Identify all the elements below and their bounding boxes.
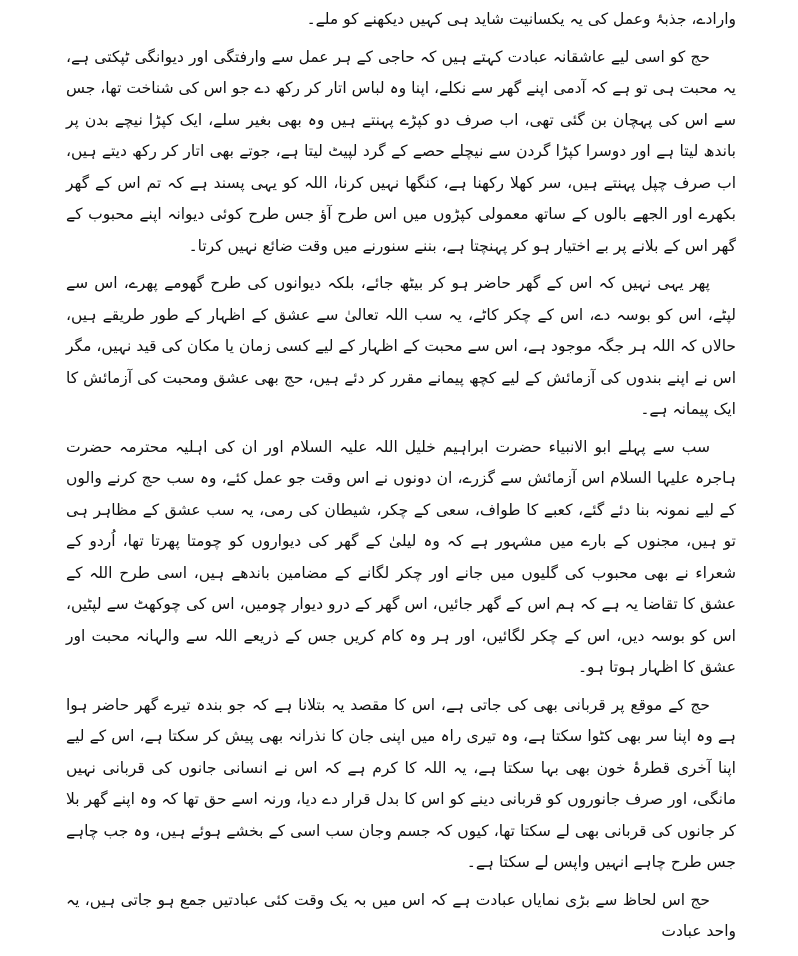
paragraph: حج اس لحاظ سے بڑی نمایاں عبادت ہے کہ اس میں بہ یک وقت کئی عبادتیں جمع ہو جاتی ہیں، یہ واحد عبادت: [66, 890, 736, 940]
paragraph: حج کو اسی لیے عاشقانہ عبادت کہتے ہیں کہ حاجی کے ہر عمل سے وارفتگی اور دیوانگی ٹپکتی ہے، یہ محبت ہی تو ہے کہ آدمی اپنے گھر سے نکلے، اپنا وہ لباس اتار کر رکھ دے جو اس کی شناخت تھا، جس سے اس کی پہچان بن گئی تھی، اب صرف دو کپڑے پہنتے ہیں وہ بھی بغیر سلے، ایک کپڑا نیچے بدن پر باندھ لیتا ہے اور دوسرا کپڑا گردن سے نیچلے حصے کے گرد لپیٹ لیتا ہے، جوتے بھی اتار کر رکھ دیتے ہیں، اب صرف چپل پہنتے ہیں، سر کھلا رکھنا ہے، کنگھا نہیں کرنا، اللہ کو یہی پسند ہے کہ تم اس کے گھر بکھرے اور الجھے بالوں کے ساتھ معمولی کپڑوں میں اس طرح آؤ جس طرح کوئی دیوانہ اپنے محبوب کے گھر اس کے بلانے پر بے اختیار ہو کر پہنچتا ہے، بننے سنورنے میں وقت ضائع نہیں کرتا۔: [66, 47, 736, 255]
paragraph: پھر یہی نہیں کہ اس کے گھر حاضر ہو کر بیٹھ جائے، بلکہ دیوانوں کی طرح گھومے پھرے، اس سے لپٹے، اس کو بوسہ دے، اس کے چکر کاٹے، یہ سب اللہ تعالیٰ سے عشق کے اظہار کے طور طریقے ہیں، حالاں کہ اللہ ہر جگہ موجود ہے، اس سے محبت کے اظہار کے لیے کسی زمان یا مکان کی قید نہیں، مگر اس نے اپنے بندوں کی آزمائش کے لیے کچھ پیمانے مقرر کر دئے ہیں، حج بھی عشق ومحبت کی آزمائش کا ایک پیمانہ ہے۔: [66, 274, 736, 418]
paragraph: سب سے پہلے ابو الانبیاء حضرت ابراہیم خلیل اللہ علیہ السلام اور ان کی اہلیہ محترمہ حضرت ہاجرہ علیہا السلام اس آزمائش سے گزرے، ان دونوں نے اس وقت جو عمل کئے، وہ سب حج کرنے والوں کے لیے نمونہ بنا دئے گئے، کعبے کا طواف، سعی کے چکر، شیطان کی رمی، یہ سب عشق کے مظاہر ہی تو ہیں، مجنوں کے بارے میں مشہور ہے کہ وہ لیلیٰ کے گھر کی دیواروں کو چومتا پھرتا تھا، اُردو کے شعراء نے بھی محبوب کی گلیوں میں جانے اور چکر لگانے کے مضامین باندھے ہیں، اسی طرح اللہ کے عشق کا تقاضا یہ ہے کہ ہم اس کے گھر جائیں، اس گھر کے درو دیوار چومیں، اس کی چوکھٹ سے لپٹیں، اس کو بوسہ دیں، اس کے چکر لگائیں، اور ہر وہ کام کریں جس کے ذریعے اللہ سے والہانہ محبت اور عشق کا اظہار ہوتا ہو۔: [66, 437, 736, 676]
paragraph: وارادے، جذبۂ وعمل کی یہ یکسانیت شاید ہی کہیں دیکھنے کو ملے۔: [306, 10, 736, 28]
paragraph: حج کے موقع پر قربانی بھی کی جاتی ہے، اس کا مقصد یہ بتلانا ہے کہ جو بندہ تیرے گھر حاضر ہوا ہے وہ اپنا سر بھی کٹوا سکتا ہے، وہ تیری راہ میں اپنی جان کا نذرانہ بھی پیش کر سکتا ہے، اس کے لیے اپنا آخری قطرۂ خون بھی بہا سکتا ہے، یہ اللہ کا کرم ہے کہ اس نے انسانی جانوں کی قربانی نہیں مانگی، اور صرف جانوروں کو قربانی دینے کو اس کا بدل قرار دے دیا، ورنہ اسے حق تھا کہ وہ اپنے گھر بلا کر جانوں کی قربانی بھی لے سکتا تھا، کیوں کہ جسم وجان سب اسی کے بخشے ہوئے ہیں، وہ جب چاہے جس طرح چاہے انہیں واپس لے سکتا ہے۔: [66, 695, 736, 871]
